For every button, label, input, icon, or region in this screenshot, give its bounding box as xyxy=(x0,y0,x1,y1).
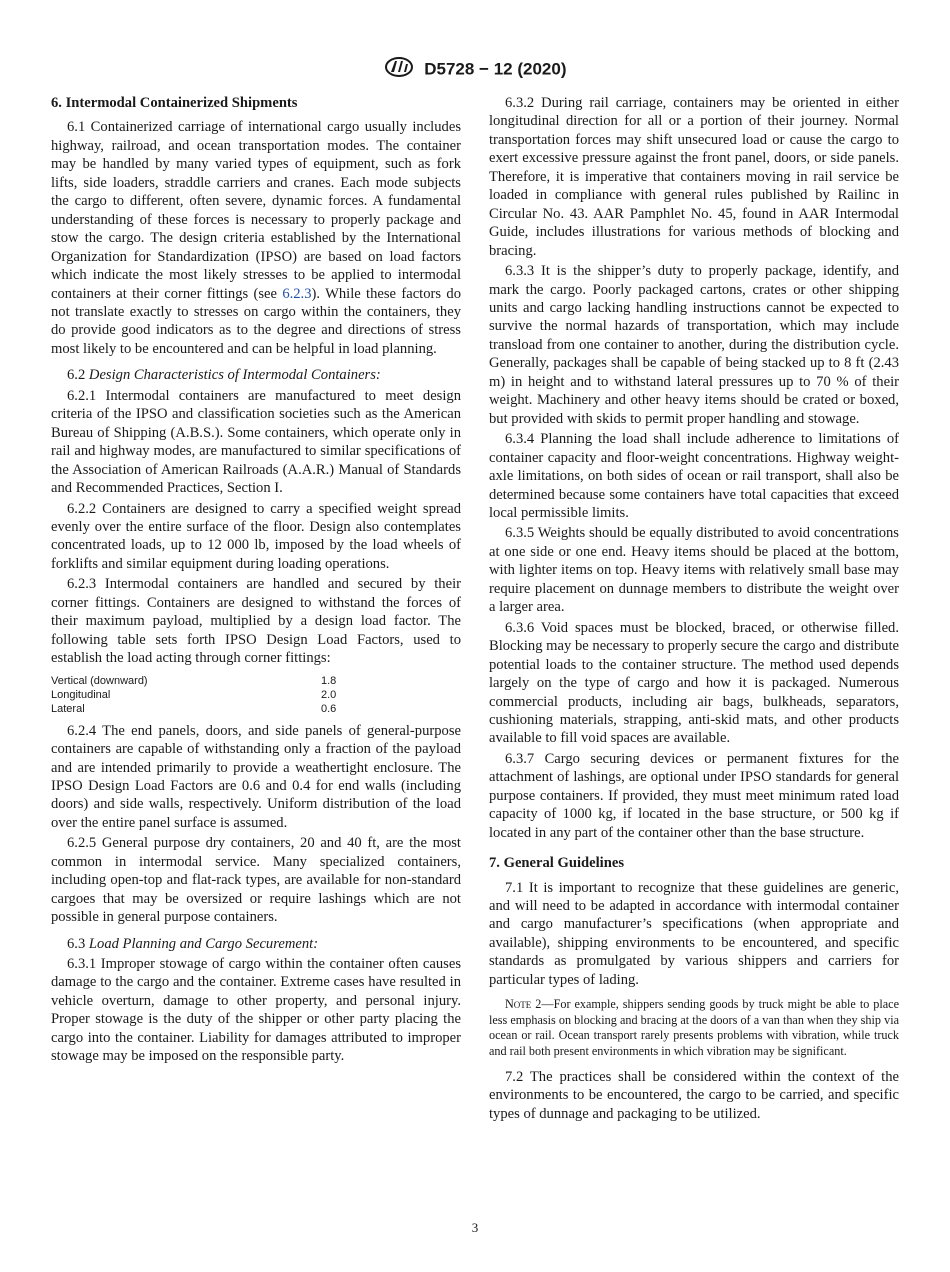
paragraph-7-1: 7.1 It is important to recognize that these guidelines are generic, and will need to be adapted in accordance with intermodal container and cargo manufacturer’s specifications (when appropriate and available), shipping environments to be encountered, and specific standards as promulgated by various shippers and carriers for particular types of lading. xyxy=(489,879,899,988)
page-header xyxy=(0,56,950,83)
table-row xyxy=(51,674,381,688)
paragraph-6-3-7: 6.3.7 Cargo securing devices or permanent fixtures for the attachment of lashings, are optional under IPSO standards for general purpose containers. If provided, they must meet minimum rated load capacity of 1000 kg, if located in the base structure, or 500 kg if located in any part of the container other than the base structure. xyxy=(489,750,899,841)
document-designation: D5728 − 12 (2020) xyxy=(424,59,567,79)
factor-label: Longitudinal xyxy=(51,688,111,701)
paragraph-7-2: 7.2 The practices shall be considered within the context of the environments to be encountered, the cargo to be carried, and specific types of dunnage and packaging to be utilized. xyxy=(489,1068,899,1122)
paragraph-6-3-1: 6.3.1 Improper stowage of cargo within the container often causes damage to the cargo and the container. Extreme cases have resulted in vehicle overturn, damage to other property, and personal injury. Proper stowage is the duty of the shipper or other party placing the cargo into the container. Liability for damages attributed to improper stowage may be imposed on the responsible party. xyxy=(51,956,461,1065)
paragraph-6-3-6: 6.3.6 Void spaces must be blocked, braced, or otherwise filled. Blocking may be necessary to properly secure the cargo and distribute potential loads to the container structure. The method used depends largely on the type of cargo and how it is packaged. Numerous commercial products, including air bags, bulkheads, separators, cushioning materials, strapping, anti-skid mats, and other products available to fill void spaces are available. xyxy=(489,619,899,747)
factor-value: 1.8 xyxy=(321,674,337,687)
right-column xyxy=(489,94,899,1125)
factor-label: Vertical (downward) xyxy=(51,674,148,687)
factor-value: 0.6 xyxy=(321,702,337,715)
paragraph-6-3-5: 6.3.5 Weights should be equally distributed to avoid concentrations at one side or one end. Heavy items should be placed at the bottom, with lighter items on top. Heavy items with relatively small base may require placement on dunnage members to distribute the weight over a larger area. xyxy=(489,525,899,616)
paragraph-6-3: 6.3 Load Planning and Cargo Securement: xyxy=(67,935,319,952)
paragraph-6-2: 6.2 Design Characteristics of Intermodal Containers: xyxy=(67,367,381,384)
astm-logo-icon xyxy=(384,56,414,83)
factor-label: Lateral xyxy=(51,702,85,715)
paragraph-6-3-3: 6.3.3 It is the shipper’s duty to properly package, identify, and mark the cargo. Poorly packaged cartons, crates or other shipping units and cargo lacking handling instructions cannot be expected to survive the normal hazards of transportation, which may include transload from one container to another, during the distribution cycle. Generally, packages shall be capable of being stacked up to 8 ft (2.43 m) in height and to withstand lateral pressures up to 70 % of their weight. Machinery and other heavy items should be crated or boxed, but provided with skids to permit proper handling and stowage. xyxy=(489,263,899,427)
page-number: 3 xyxy=(471,1220,479,1235)
paragraph-6-3-2: 6.3.2 During rail carriage, containers may be oriented in either longitudinal direction for all or a portion of their journey. Normal transportation forces may shift unsecured load or cause the cargo to exert excessive pressure against the front panel, doors, or side panels. Therefore, it is imperative that containers moving in rail service be loaded in compliance with general rules published by Railinc in Circular No. 43. AAR Pamphlet No. 45, found in AAR Intermodal Guide, includes illustrations for various methods of blocking and bracing. xyxy=(489,95,899,259)
paragraph-6-2-3: 6.2.3 Intermodal containers are handled and secured by their corner fittings. Containers are designed to withstand the forces of their maximum payload, multiplied by a design load factor. The following table sets forth IPSO Design Load Factors, used to establish the load acting through corner fittings: xyxy=(51,576,461,667)
paragraph-6-2-2: 6.2.2 Containers are designed to carry a specified weight spread evenly over the entire surface of the floor. Design also contemplates concentrated loads, up to 12 000 lb, imposed by the load wheels of forklifts and similar equipment during loading operations. xyxy=(51,500,461,572)
section-7-heading: 7. General Guidelines xyxy=(489,855,624,872)
load-factors-table xyxy=(51,674,381,716)
paragraph-6-2-1: 6.2.1 Intermodal containers are manufactured to meet design criteria of the IPSO and classification societies such as the American Bureau of Shipping (A.B.S.). Some containers, which operate only in rail and highway modes, are manufactured to similar specifications of the Association of American Railroads (A.A.R.) Manual of Standards and Recommended Practices, Section I. xyxy=(51,387,461,497)
paragraph-6-2-5: 6.2.5 General purpose dry containers, 20 and 40 ft, are the most common in intermodal service. Many specialized containers, including open-top and flat-rack types, are available for non-standard cargoes that may be oversized or require lashings which are not possible in general purpose containers. xyxy=(51,835,461,926)
cross-reference-link[interactable]: 6.2.3 xyxy=(282,285,312,302)
paragraph-6-1: 6.1 Containerized carriage of international cargo usually includes highway, railroad, and ocean transportation modes. The container may be handled by many varied types of equipment, such as fork lifts, side loaders, straddle carriers and cranes. Each mode subjects the cargo to different, often severe, dynamic forces. A fundamental understanding of these forces is necessary to properly package and stow the cargo. The design criteria established by the International Organization for Standardization (IPSO) are based on load factors which indicate the most likely stresses to be applied to intermodal containers at their corner fittings (see 6.2.3). While these factors do not translate exactly to stresses on cargo within the containers, they do provide good indicators as to the degree and directions of stress most likely to be encountered and can be helpful in load planning. xyxy=(51,119,461,357)
paragraph-6-3-4: 6.3.4 Planning the load shall include adherence to limitations of container capacity and floor-weight concentrations. Highway weight-axle limitations, on both sides of ocean or rail transport, shall also be determined because some containers have total capacities that exceed local permissible limits. xyxy=(489,431,899,521)
section-6-heading: 6. Intermodal Containerized Shipments xyxy=(51,95,298,111)
factor-value: 2.0 xyxy=(321,688,337,701)
paragraph-6-2-4: 6.2.4 The end panels, doors, and side panels of general-purpose containers are capable of withstanding only a fraction of the payload and are intended primarily to provide a weathertight enclosure. The IPSO Design Load Factors are 0.6 and 0.4 for end walls (including doors) and side walls, respectively. Uniform distribution of the load over the entire panel surface is assumed. xyxy=(51,722,461,831)
left-column xyxy=(51,94,461,1068)
note-2: Note 2—For example, shippers sending goods by truck might be able to place less emphasis on blocking and bracing at the doors of a van than when they ship via ocean or rail. Ocean transport rarely presents problems with vibration, while truck and rail both present environments in which vibration may be significant. xyxy=(489,997,900,1059)
table-row xyxy=(51,702,381,716)
table-row xyxy=(51,688,381,702)
